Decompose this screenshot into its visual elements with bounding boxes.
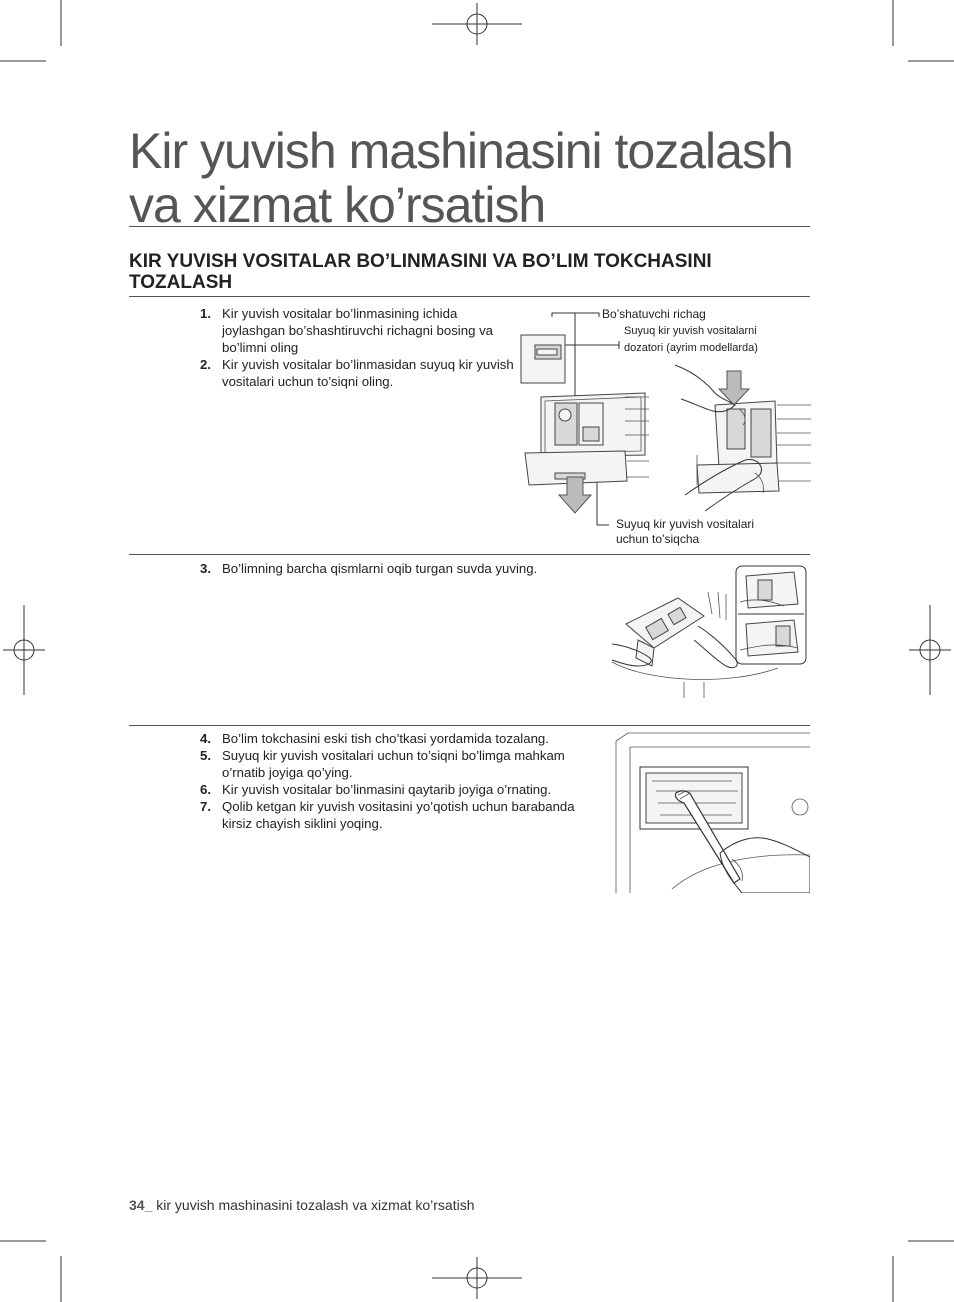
step-item bbox=[200, 356, 518, 390]
steps-list-1 bbox=[200, 305, 518, 390]
page-footer bbox=[129, 1197, 474, 1213]
page-title-line1: Kir yuvish mashinasini tozalash bbox=[129, 123, 793, 179]
step-text: Suyuq kir yuvish vositalari uchun to’siqni bo’limga mahkam o’rnatib joyiga qo’ying. bbox=[222, 748, 565, 780]
page-title-line2: va xizmat ko’rsatish bbox=[129, 177, 546, 233]
callout-liquid-dispenser-line2: dozatori (ayrim modellarda) bbox=[624, 342, 758, 354]
step-item bbox=[200, 305, 518, 356]
step-number: 7. bbox=[200, 799, 211, 814]
step-item bbox=[200, 747, 600, 781]
callout-liquid-barrier-line2: uchun to’siqcha bbox=[616, 532, 700, 546]
brush-illustration bbox=[612, 731, 810, 893]
step-text: Kir yuvish vositalar bo’linmasining ichida joylashgan bo’shashtiruvchi richagni bosing va bo’limni oling bbox=[222, 306, 494, 355]
page-number: 34_ bbox=[129, 1197, 153, 1213]
steps-list-2 bbox=[200, 560, 600, 577]
step-item bbox=[200, 781, 600, 798]
step-item bbox=[200, 560, 600, 577]
step-text: Bo’limning barcha qismlarni oqib turgan suvda yuving. bbox=[222, 561, 538, 576]
footer-text: kir yuvish mashinasini tozalash va xizmat ko’rsatish bbox=[152, 1197, 475, 1213]
section-rule bbox=[129, 296, 810, 297]
step-item bbox=[200, 798, 600, 832]
step-divider bbox=[129, 725, 810, 726]
step-number: 6. bbox=[200, 782, 211, 797]
section-title: KIR YUVISH VOSITALAR BO’LINMASINI VA BO’LIM TOKCHASINI TOZALASH bbox=[129, 251, 712, 293]
title-rule bbox=[129, 226, 810, 227]
step-number: 4. bbox=[200, 731, 211, 746]
step-text: Kir yuvish vositalar bo’linmasini qaytarib joyiga o’rnating. bbox=[222, 782, 552, 797]
step-number: 1. bbox=[200, 306, 211, 321]
step-number: 2. bbox=[200, 357, 211, 372]
callout-liquid-dispenser bbox=[624, 323, 794, 357]
callout-liquid-barrier-line1: Suyuq kir yuvish vositalari bbox=[616, 517, 755, 531]
step-text: Kir yuvish vositalar bo’linmasidan suyuq kir yuvish vositalari uchun to’siqni oling. bbox=[222, 357, 514, 389]
rinse-illustration bbox=[608, 562, 810, 704]
callout-liquid-barrier bbox=[616, 517, 806, 547]
callout-release-lever: Bo’shatuvchi richag bbox=[602, 307, 706, 321]
step-divider bbox=[129, 554, 810, 555]
steps-list-3 bbox=[200, 730, 600, 832]
step-number: 3. bbox=[200, 561, 211, 576]
callout-liquid-dispenser-line1: Suyuq kir yuvish vositalarni bbox=[624, 325, 757, 337]
step-item bbox=[200, 730, 600, 747]
step-number: 5. bbox=[200, 748, 211, 763]
step-text: Qolib ketgan kir yuvish vositasini yo’qotish uchun barabanda kirsiz chayish siklini yoqing. bbox=[222, 799, 575, 831]
page-title bbox=[129, 124, 819, 232]
step-text: Bo’lim tokchasini eski tish cho’tkasi yordamida tozalang. bbox=[222, 731, 549, 746]
